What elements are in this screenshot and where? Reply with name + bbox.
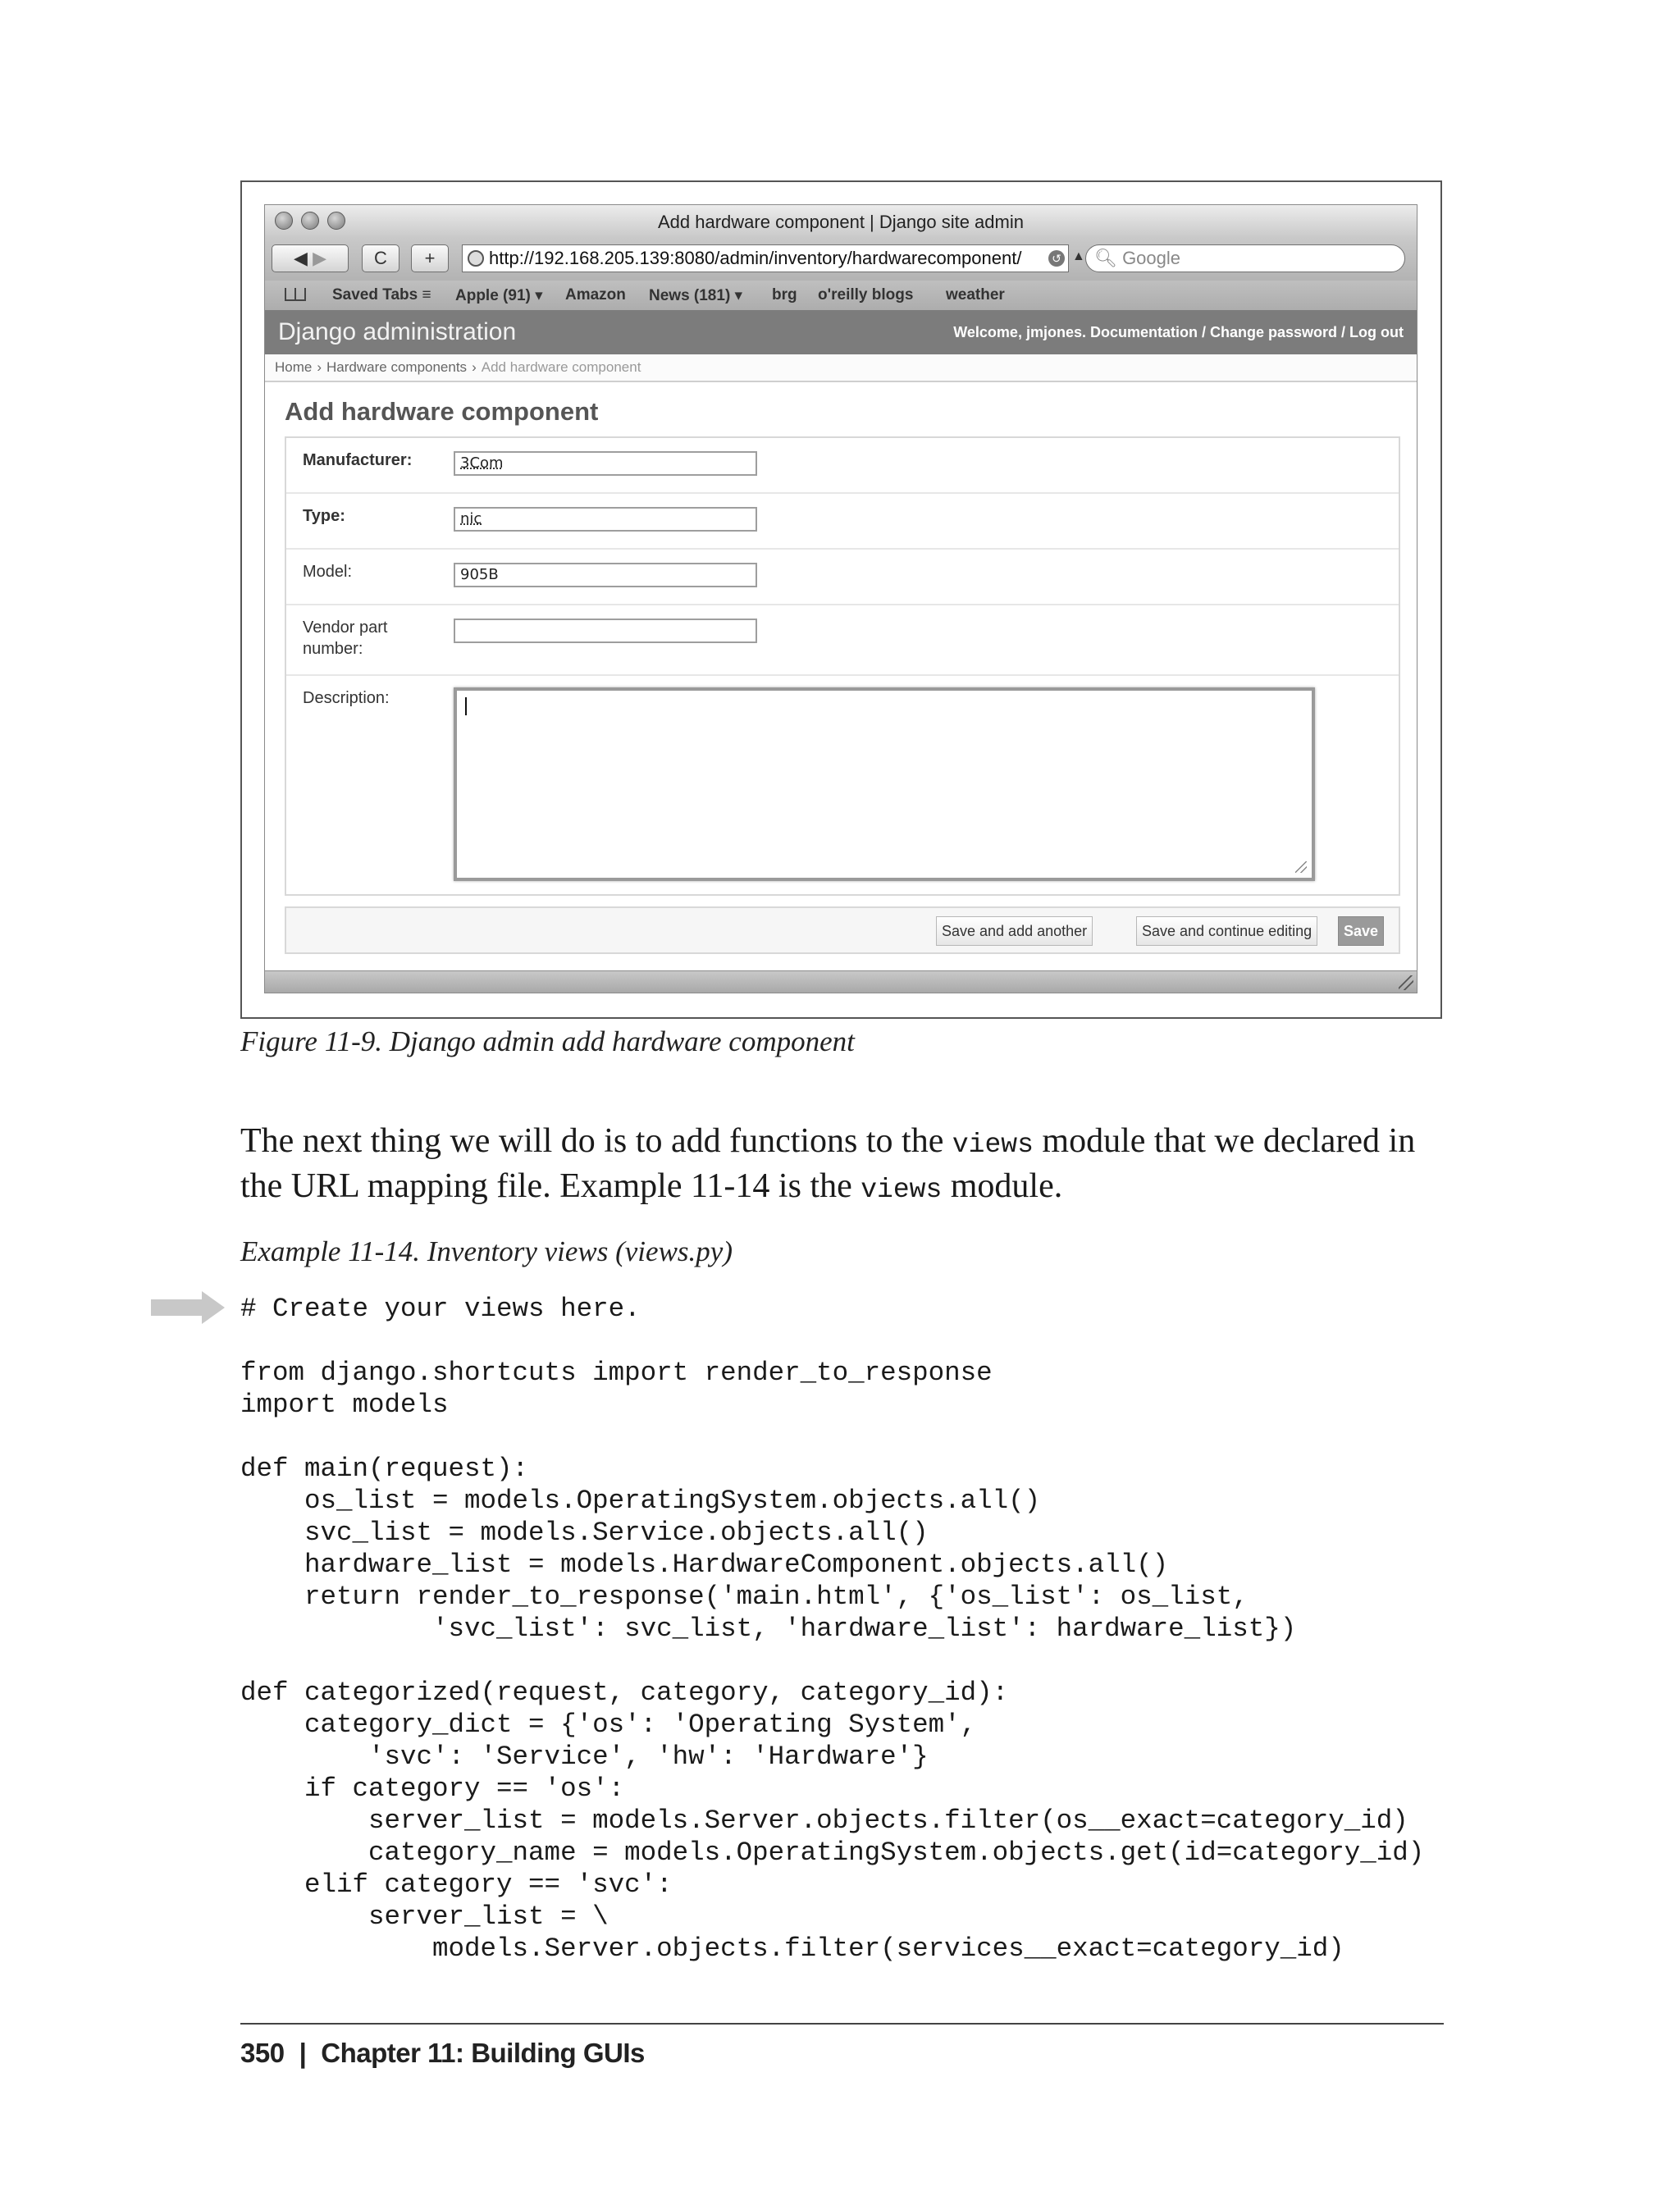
breadcrumb-home[interactable]: Home [275,359,313,375]
code-line: from django.shortcuts import render_to_response [240,1358,993,1388]
figure-screenshot [240,180,1442,1019]
window-title: Add hardware component | Django site admin [658,212,1024,232]
back-forward-button[interactable] [272,244,349,272]
submit-row [285,906,1400,954]
form-row-model [286,550,1399,605]
inline-code: views [952,1130,1034,1160]
bookmark-brg[interactable]: brg [772,286,797,304]
code-line: if category == 'os': [240,1774,625,1804]
reload-button[interactable]: C [362,244,399,272]
page-footer [240,2038,645,2069]
add-bookmark-button[interactable]: + [411,244,449,272]
code-line: hardware_list = models.HardwareComponent.objects.all() [240,1550,1169,1580]
model-input[interactable]: 905B [454,563,757,587]
footer-rule [240,2023,1444,2025]
form-row-description [286,676,1399,894]
figure-caption: Figure 11-9. Django admin add hardware component [240,1025,855,1057]
caret-up-icon[interactable]: ▲ [1072,249,1085,263]
code-line: category_dict = {'os': 'Operating System', [240,1710,977,1740]
manufacturer-label: Manufacturer: [303,451,413,469]
bookmark-weather[interactable]: weather [946,286,1005,304]
code-line: import models [240,1390,449,1420]
browser-window [264,204,1418,993]
code-line: def main(request): [240,1454,529,1484]
site-title[interactable]: Django administration [278,318,517,345]
code-line: def categorized(request, category, category_id): [240,1678,1009,1708]
breadcrumb-current: Add hardware component [481,359,641,375]
form-row-type [286,494,1399,550]
paragraph-text: module. [942,1167,1063,1205]
globe-icon [468,250,484,267]
breadcrumb-hardware-components[interactable]: Hardware components [326,359,468,375]
code-line: svc_list = models.Service.objects.all() [240,1518,929,1548]
chapter-title: Chapter 11: Building GUIs [321,2038,645,2068]
forward-arrow-icon[interactable]: ▶ [313,248,326,268]
page-number: 350 [240,2038,285,2068]
description-label: Description: [303,689,390,707]
breadcrumb [265,354,1417,382]
bookmark-apple[interactable]: Apple (91) ▾ [455,287,543,304]
code-line [240,1645,1424,1677]
type-input[interactable]: nic [454,507,757,532]
inline-code: views [861,1175,943,1205]
username: jmjones [1025,324,1082,340]
bookmark-amazon[interactable]: Amazon [565,286,626,304]
form-row-vendor-part-number [286,605,1399,676]
bookmarks-bar [265,281,1417,311]
window-resize-icon[interactable] [1399,975,1413,990]
code-line: server_list = \ [240,1901,609,1932]
code-line: 'svc': 'Service', 'hw': 'Hardware'} [240,1742,929,1772]
save-and-add-another-button[interactable]: Save and add another [936,916,1093,946]
code-line: os_list = models.OperatingSystem.objects.all() [240,1486,1041,1516]
back-arrow-icon[interactable]: ◀ [294,248,308,268]
margin-arrow-icon [151,1291,225,1324]
save-button[interactable]: Save [1338,916,1384,946]
bookmark-oreilly-blogs[interactable]: o'reilly blogs [818,286,914,304]
vendor-part-number-input[interactable] [454,619,757,643]
breadcrumb-separator-icon: › [472,359,477,375]
body-paragraph [240,1121,1446,1211]
footer-separator: | [299,2038,307,2068]
admin-header [265,310,1417,354]
page-title: Add hardware component [285,397,599,426]
user-tools [953,324,1404,341]
save-and-continue-button[interactable]: Save and continue editing [1136,916,1317,946]
bookmark-saved-tabs[interactable]: Saved Tabs ≡ [332,286,431,304]
address-bar[interactable] [462,244,1069,272]
breadcrumb-separator-icon: › [317,359,322,375]
url-text[interactable]: http://192.168.205.139:8080/admin/inventory/hardwarecomponent/ [489,248,1022,268]
description-textarea[interactable] [454,687,1315,881]
window-titlebar [265,205,1417,238]
bookmarks-book-icon[interactable] [285,288,306,301]
form-row-manufacturer [286,438,1399,494]
search-icon: 🔍︎ [1094,248,1117,268]
code-line: models.Server.objects.filter(services__exact=category_id) [240,1933,1344,1964]
code-line [240,1421,1424,1453]
vendor-part-number-label: Vendor part number: [303,619,388,658]
search-placeholder: Google [1122,248,1181,268]
manufacturer-input[interactable]: 3Com [454,451,757,476]
code-line: server_list = models.Server.objects.filter(os__exact=category_id) [240,1806,1408,1836]
browser-toolbar [265,238,1417,281]
bookmark-news[interactable]: News (181) ▾ [649,287,743,304]
resize-grip-icon[interactable] [1295,861,1307,873]
paragraph-text: module that we declared in the URL mapping file. Example 11-14 is the [240,1122,1416,1205]
type-label: Type: [303,507,345,525]
code-line: category_name = models.OperatingSystem.objects.get(id=category_id) [240,1838,1425,1868]
search-field[interactable] [1085,244,1405,272]
code-line [240,1325,1424,1357]
code-line: return render_to_response('main.html', {'os_list': os_list, [240,1582,1249,1612]
snapback-icon[interactable]: ↺ [1048,250,1065,267]
user-links[interactable]: . Documentation / Change password / Log out [1081,324,1404,340]
add-form [285,436,1400,896]
code-line: elif category == 'svc': [240,1869,673,1900]
example-title: Example 11-14. Inventory views (views.py) [240,1235,733,1267]
window-statusbar [265,970,1417,993]
model-label: Model: [303,563,353,581]
code-line: # Create your views here. [240,1294,641,1324]
welcome-text: Welcome, [953,324,1026,340]
text-cursor [465,697,467,715]
code-line: 'svc_list': svc_list, 'hardware_list': hardware_list}) [240,1614,1297,1644]
code-listing [240,1293,1424,1965]
paragraph-text: The next thing we will do is to add functions to the [240,1122,952,1160]
